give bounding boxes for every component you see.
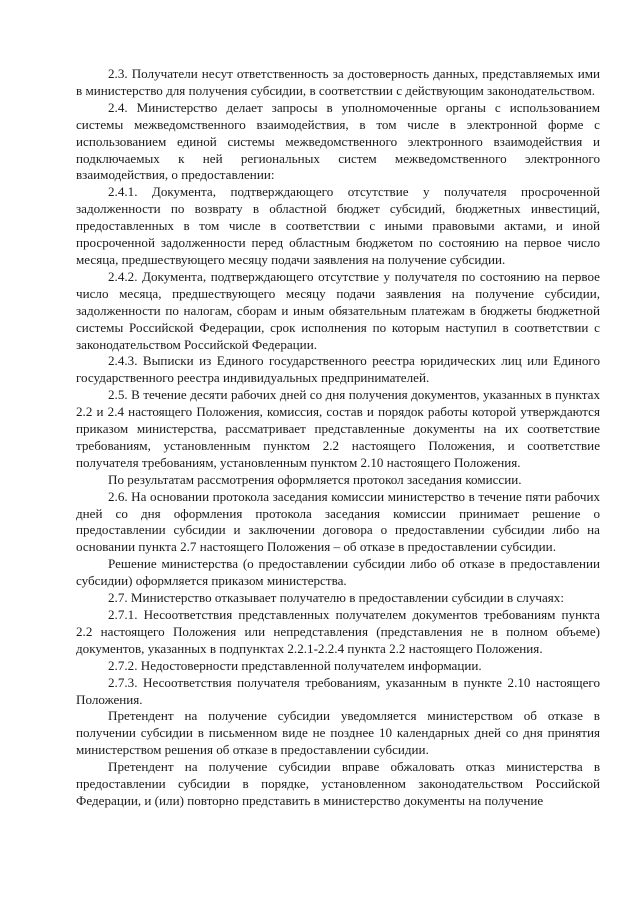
paragraph-2-4-3: 2.4.3. Выписки из Единого государственного реестра юридических лиц или Единого государственного реестра индивидуальных предпринимателей. <box>76 353 600 386</box>
paragraph-2-7-2: 2.7.2. Недостоверности представленной получателем информации. <box>108 657 482 673</box>
paragraph-2-7-1: 2.7.1. Несоответствия представленных получателем документов требованиям пункта 2.2 настоящего Положения или непредставления (представления не в полном объеме) документов, указанных в подпунктах 2.2.1-2.2.4 пункта 2.2 настоящего Положения. <box>76 607 600 656</box>
paragraph-2-4: 2.4. Министерство делает запросы в уполномоченные органы с использованием системы межведомственного взаимодействия, в том числе в электронной форме с использованием единой системы межведомственного электронного взаимодействия и подключаемых к ней региональных систем межведомственного электронного взаимодействия, о предоставлении: <box>76 99 600 183</box>
paragraph-2-5: 2.5. В течение десяти рабочих дней со дня получения документов, указанных в пунктах 2.2 и 2.4 настоящего Положения, комиссия, состав и порядок работы которой утверждаются приказом министерства, рассматривает представленные документы на их соответствие требованиям, установленным пунктом 2.2 настоящего Положения, и соответствие получателя требованиям, установленным пунктом 2.10 настоящего Положения. <box>76 387 600 470</box>
paragraph-2-7-3: 2.7.3. Несоответствия получателя требованиям, указанным в пункте 2.10 настоящего Положения. <box>76 674 600 707</box>
paragraph-protocol: По результатам рассмотрения оформляется протокол заседания комиссии. <box>108 471 522 487</box>
paragraph-notification: Претендент на получение субсидии уведомляется министерством об отказе в получении субсидии в письменном виде не позднее 10 календарных дней со дня принятия министерством решения об отказе в предоставлении субсидии. <box>76 708 600 758</box>
paragraph-2-7: 2.7. Министерство отказывает получателю в предоставлении субсидии в случаях: <box>108 590 564 606</box>
document-body <box>76 66 600 810</box>
paragraph-2-4-1: 2.4.1. Документа, подтверждающего отсутствие у получателя просроченной задолженности по возврату в областной бюджет субсидий, бюджетных инвестиций, предоставленных в том числе в соответствии с иными правовыми актами, и иной просроченной задолженности перед областным бюджетом по состоянию на первое число месяца, предшествующего месяцу подачи заявления на получение субсидии. <box>76 184 600 267</box>
paragraph-appeal: Претендент на получение субсидии вправе обжаловать отказ министерства в предоставлении субсидии в порядке, установленном законодательством Российской Федерации, и (или) повторно представить в министерство документы на получение <box>76 759 600 808</box>
paragraph-2-3: 2.3. Получатели несут ответственность за достоверность данных, представляемых ими в министерство для получения субсидии, в соответствии с действующим законодательством. <box>76 66 600 98</box>
paragraph-2-4-2: 2.4.2. Документа, подтверждающего отсутствие у получателя по состоянию на первое число месяца, предшествующего месяцу подачи заявления на получение субсидии, задолженности по налогам, сборам и иным обязательным платежам в бюджеты бюджетной системы Российской Федерации, срок исполнения по которым наступил в соответствии с законодательством Российской Федерации. <box>76 268 600 352</box>
paragraph-2-6: 2.6. На основании протокола заседания комиссии министерство в течение пяти рабочих дней со дня оформления протокола заседания комиссии принимает решение о предоставлении субсидии и заключении договора о предоставлении субсидии либо на основании пункта 2.7 настоящего Положения – об отказе в предоставлении субсидии. <box>76 488 600 555</box>
paragraph-decision: Решение министерства (о предоставлении субсидии либо об отказе в предоставлении субсидии) оформляется приказом министерства. <box>76 556 600 589</box>
